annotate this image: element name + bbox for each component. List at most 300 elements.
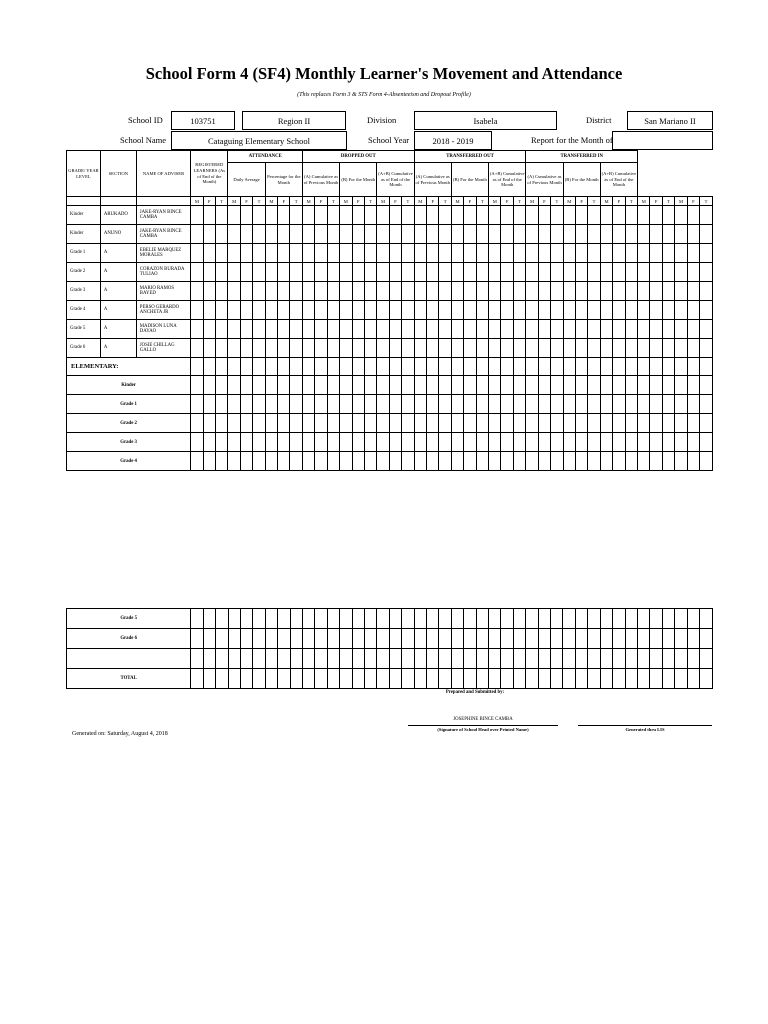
count-cell[interactable]	[228, 263, 240, 282]
count-cell[interactable]	[575, 395, 587, 414]
count-cell[interactable]	[563, 452, 575, 471]
count-cell[interactable]	[315, 244, 327, 263]
count-cell[interactable]	[575, 320, 587, 339]
count-cell[interactable]	[240, 263, 252, 282]
count-cell[interactable]	[650, 649, 662, 669]
count-cell[interactable]	[315, 649, 327, 669]
count-cell[interactable]	[265, 649, 277, 669]
count-cell[interactable]	[513, 320, 525, 339]
count-cell[interactable]	[613, 225, 625, 244]
count-cell[interactable]	[364, 414, 376, 433]
count-cell[interactable]	[265, 414, 277, 433]
count-cell[interactable]	[216, 629, 228, 649]
total-cell[interactable]	[327, 669, 339, 689]
count-cell[interactable]	[538, 244, 550, 263]
count-cell[interactable]	[538, 301, 550, 320]
count-cell[interactable]	[613, 282, 625, 301]
count-cell[interactable]	[364, 609, 376, 629]
count-cell[interactable]	[501, 358, 513, 376]
count-cell[interactable]	[340, 244, 352, 263]
count-cell[interactable]	[290, 376, 302, 395]
count-cell[interactable]	[340, 282, 352, 301]
count-cell[interactable]	[240, 414, 252, 433]
count-cell[interactable]	[650, 452, 662, 471]
count-cell[interactable]	[302, 395, 314, 414]
count-cell[interactable]	[613, 206, 625, 225]
count-cell[interactable]	[476, 282, 488, 301]
count-cell[interactable]	[526, 629, 538, 649]
count-cell[interactable]	[638, 452, 650, 471]
count-cell[interactable]	[340, 629, 352, 649]
count-cell[interactable]	[402, 414, 414, 433]
count-cell[interactable]	[662, 320, 674, 339]
count-cell[interactable]	[253, 395, 265, 414]
count-cell[interactable]	[439, 282, 451, 301]
count-cell[interactable]	[638, 339, 650, 358]
count-cell[interactable]	[675, 395, 687, 414]
count-cell[interactable]	[501, 263, 513, 282]
count-cell[interactable]	[513, 225, 525, 244]
count-cell[interactable]	[600, 395, 612, 414]
count-cell[interactable]	[315, 452, 327, 471]
count-cell[interactable]	[501, 282, 513, 301]
count-cell[interactable]	[538, 358, 550, 376]
total-cell[interactable]	[613, 669, 625, 689]
count-cell[interactable]	[414, 225, 426, 244]
count-cell[interactable]	[588, 320, 600, 339]
count-cell[interactable]	[662, 433, 674, 452]
count-cell[interactable]	[551, 609, 563, 629]
count-cell[interactable]	[302, 282, 314, 301]
count-cell[interactable]	[613, 433, 625, 452]
count-cell[interactable]	[575, 649, 587, 669]
count-cell[interactable]	[638, 320, 650, 339]
count-cell[interactable]	[203, 649, 215, 669]
count-cell[interactable]	[402, 320, 414, 339]
count-cell[interactable]	[513, 263, 525, 282]
count-cell[interactable]	[638, 282, 650, 301]
count-cell[interactable]	[526, 225, 538, 244]
count-cell[interactable]	[240, 649, 252, 669]
count-cell[interactable]	[501, 376, 513, 395]
count-cell[interactable]	[290, 414, 302, 433]
count-cell[interactable]	[551, 414, 563, 433]
count-cell[interactable]	[253, 609, 265, 629]
count-cell[interactable]	[489, 395, 501, 414]
count-cell[interactable]	[290, 649, 302, 669]
count-cell[interactable]	[302, 376, 314, 395]
count-cell[interactable]	[253, 225, 265, 244]
count-cell[interactable]	[439, 433, 451, 452]
count-cell[interactable]	[278, 376, 290, 395]
count-cell[interactable]	[377, 301, 389, 320]
count-cell[interactable]	[315, 376, 327, 395]
count-cell[interactable]	[513, 206, 525, 225]
count-cell[interactable]	[414, 433, 426, 452]
count-cell[interactable]	[687, 452, 699, 471]
count-cell[interactable]	[439, 301, 451, 320]
count-cell[interactable]	[675, 358, 687, 376]
count-cell[interactable]	[228, 301, 240, 320]
count-cell[interactable]	[464, 339, 476, 358]
count-cell[interactable]	[302, 433, 314, 452]
count-cell[interactable]	[575, 244, 587, 263]
count-cell[interactable]	[625, 395, 637, 414]
count-cell[interactable]	[451, 629, 463, 649]
count-cell[interactable]	[216, 452, 228, 471]
count-cell[interactable]	[377, 358, 389, 376]
count-cell[interactable]	[315, 263, 327, 282]
count-cell[interactable]	[389, 339, 401, 358]
count-cell[interactable]	[414, 320, 426, 339]
count-cell[interactable]	[327, 339, 339, 358]
count-cell[interactable]	[501, 301, 513, 320]
count-cell[interactable]	[662, 609, 674, 629]
count-cell[interactable]	[290, 206, 302, 225]
count-cell[interactable]	[439, 225, 451, 244]
count-cell[interactable]	[625, 414, 637, 433]
count-cell[interactable]	[551, 282, 563, 301]
count-cell[interactable]	[600, 376, 612, 395]
count-cell[interactable]	[538, 649, 550, 669]
count-cell[interactable]	[563, 395, 575, 414]
count-cell[interactable]	[240, 629, 252, 649]
count-cell[interactable]	[340, 206, 352, 225]
count-cell[interactable]	[352, 609, 364, 629]
total-cell[interactable]	[364, 669, 376, 689]
count-cell[interactable]	[265, 452, 277, 471]
count-cell[interactable]	[315, 395, 327, 414]
count-cell[interactable]	[662, 263, 674, 282]
count-cell[interactable]	[501, 225, 513, 244]
count-cell[interactable]	[265, 301, 277, 320]
count-cell[interactable]	[253, 629, 265, 649]
count-cell[interactable]	[216, 395, 228, 414]
count-cell[interactable]	[364, 452, 376, 471]
count-cell[interactable]	[414, 395, 426, 414]
count-cell[interactable]	[402, 433, 414, 452]
count-cell[interactable]	[240, 244, 252, 263]
count-cell[interactable]	[191, 395, 203, 414]
count-cell[interactable]	[551, 206, 563, 225]
count-cell[interactable]	[352, 320, 364, 339]
count-cell[interactable]	[638, 414, 650, 433]
count-cell[interactable]	[228, 244, 240, 263]
count-cell[interactable]	[302, 339, 314, 358]
count-cell[interactable]	[699, 649, 712, 669]
count-cell[interactable]	[687, 414, 699, 433]
count-cell[interactable]	[489, 433, 501, 452]
count-cell[interactable]	[451, 282, 463, 301]
count-cell[interactable]	[526, 395, 538, 414]
count-cell[interactable]	[650, 414, 662, 433]
count-cell[interactable]	[228, 433, 240, 452]
count-cell[interactable]	[228, 414, 240, 433]
count-cell[interactable]	[501, 452, 513, 471]
count-cell[interactable]	[625, 206, 637, 225]
count-cell[interactable]	[625, 433, 637, 452]
count-cell[interactable]	[377, 376, 389, 395]
count-cell[interactable]	[700, 320, 713, 339]
count-cell[interactable]	[476, 339, 488, 358]
count-cell[interactable]	[675, 629, 687, 649]
count-cell[interactable]	[613, 263, 625, 282]
count-cell[interactable]	[650, 629, 662, 649]
count-cell[interactable]	[700, 358, 713, 376]
count-cell[interactable]	[228, 609, 240, 629]
count-cell[interactable]	[191, 433, 203, 452]
count-cell[interactable]	[290, 244, 302, 263]
count-cell[interactable]	[501, 339, 513, 358]
count-cell[interactable]	[203, 609, 215, 629]
count-cell[interactable]	[340, 376, 352, 395]
count-cell[interactable]	[240, 433, 252, 452]
count-cell[interactable]	[575, 358, 587, 376]
count-cell[interactable]	[203, 206, 215, 225]
count-cell[interactable]	[637, 609, 649, 629]
count-cell[interactable]	[302, 629, 314, 649]
count-cell[interactable]	[427, 206, 439, 225]
count-cell[interactable]	[563, 206, 575, 225]
count-cell[interactable]	[327, 376, 339, 395]
count-cell[interactable]	[675, 339, 687, 358]
count-cell[interactable]	[638, 225, 650, 244]
count-cell[interactable]	[489, 414, 501, 433]
count-cell[interactable]	[216, 282, 228, 301]
count-cell[interactable]	[389, 263, 401, 282]
count-cell[interactable]	[265, 395, 277, 414]
count-cell[interactable]	[265, 433, 277, 452]
count-cell[interactable]	[687, 609, 699, 629]
count-cell[interactable]	[389, 649, 401, 669]
count-cell[interactable]	[364, 376, 376, 395]
count-cell[interactable]	[489, 376, 501, 395]
count-cell[interactable]	[451, 433, 463, 452]
total-cell[interactable]	[538, 669, 550, 689]
count-cell[interactable]	[278, 452, 290, 471]
count-cell[interactable]	[439, 320, 451, 339]
count-cell[interactable]	[526, 339, 538, 358]
count-cell[interactable]	[563, 414, 575, 433]
count-cell[interactable]	[551, 320, 563, 339]
count-cell[interactable]	[476, 609, 488, 629]
count-cell[interactable]	[389, 395, 401, 414]
count-cell[interactable]	[340, 320, 352, 339]
count-cell[interactable]	[538, 376, 550, 395]
count-cell[interactable]	[216, 320, 228, 339]
count-cell[interactable]	[625, 339, 637, 358]
count-cell[interactable]	[489, 263, 501, 282]
count-cell[interactable]	[315, 301, 327, 320]
count-cell[interactable]	[613, 320, 625, 339]
count-cell[interactable]	[638, 244, 650, 263]
count-cell[interactable]	[700, 301, 713, 320]
total-cell[interactable]	[427, 669, 439, 689]
count-cell[interactable]	[216, 433, 228, 452]
count-cell[interactable]	[290, 282, 302, 301]
count-cell[interactable]	[526, 244, 538, 263]
count-cell[interactable]	[687, 629, 699, 649]
count-cell[interactable]	[327, 629, 339, 649]
count-cell[interactable]	[377, 609, 389, 629]
count-cell[interactable]	[662, 629, 674, 649]
count-cell[interactable]	[451, 301, 463, 320]
total-cell[interactable]	[600, 669, 612, 689]
count-cell[interactable]	[526, 414, 538, 433]
count-cell[interactable]	[265, 629, 277, 649]
count-cell[interactable]	[613, 414, 625, 433]
count-cell[interactable]	[414, 301, 426, 320]
count-cell[interactable]	[191, 649, 203, 669]
count-cell[interactable]	[427, 282, 439, 301]
count-cell[interactable]	[613, 301, 625, 320]
count-cell[interactable]	[513, 282, 525, 301]
count-cell[interactable]	[476, 263, 488, 282]
count-cell[interactable]	[538, 263, 550, 282]
count-cell[interactable]	[687, 649, 699, 669]
count-cell[interactable]	[340, 301, 352, 320]
count-cell[interactable]	[638, 358, 650, 376]
count-cell[interactable]	[203, 263, 215, 282]
count-cell[interactable]	[489, 339, 501, 358]
total-cell[interactable]	[575, 669, 587, 689]
count-cell[interactable]	[588, 206, 600, 225]
total-cell[interactable]	[216, 669, 228, 689]
count-cell[interactable]	[414, 609, 426, 629]
count-cell[interactable]	[699, 609, 712, 629]
count-cell[interactable]	[352, 282, 364, 301]
count-cell[interactable]	[265, 244, 277, 263]
count-cell[interactable]	[526, 452, 538, 471]
count-cell[interactable]	[501, 320, 513, 339]
count-cell[interactable]	[203, 282, 215, 301]
count-cell[interactable]	[662, 358, 674, 376]
count-cell[interactable]	[662, 282, 674, 301]
count-cell[interactable]	[228, 282, 240, 301]
count-cell[interactable]	[228, 376, 240, 395]
count-cell[interactable]	[687, 320, 699, 339]
count-cell[interactable]	[451, 206, 463, 225]
count-cell[interactable]	[340, 395, 352, 414]
count-cell[interactable]	[191, 206, 203, 225]
count-cell[interactable]	[551, 649, 563, 669]
count-cell[interactable]	[588, 395, 600, 414]
count-cell[interactable]	[538, 320, 550, 339]
count-cell[interactable]	[476, 320, 488, 339]
count-cell[interactable]	[352, 629, 364, 649]
count-cell[interactable]	[402, 452, 414, 471]
count-cell[interactable]	[402, 301, 414, 320]
count-cell[interactable]	[538, 225, 550, 244]
count-cell[interactable]	[191, 358, 203, 376]
count-cell[interactable]	[675, 225, 687, 244]
count-cell[interactable]	[203, 320, 215, 339]
count-cell[interactable]	[265, 282, 277, 301]
count-cell[interactable]	[191, 452, 203, 471]
count-cell[interactable]	[476, 629, 488, 649]
count-cell[interactable]	[476, 206, 488, 225]
count-cell[interactable]	[228, 649, 240, 669]
count-cell[interactable]	[427, 301, 439, 320]
count-cell[interactable]	[551, 358, 563, 376]
count-cell[interactable]	[327, 452, 339, 471]
count-cell[interactable]	[302, 414, 314, 433]
count-cell[interactable]	[650, 376, 662, 395]
count-cell[interactable]	[402, 282, 414, 301]
count-cell[interactable]	[427, 244, 439, 263]
count-cell[interactable]	[253, 320, 265, 339]
count-cell[interactable]	[575, 452, 587, 471]
count-cell[interactable]	[402, 609, 414, 629]
count-cell[interactable]	[414, 376, 426, 395]
count-cell[interactable]	[315, 358, 327, 376]
count-cell[interactable]	[389, 244, 401, 263]
count-cell[interactable]	[464, 414, 476, 433]
count-cell[interactable]	[389, 206, 401, 225]
count-cell[interactable]	[414, 263, 426, 282]
count-cell[interactable]	[501, 609, 513, 629]
count-cell[interactable]	[228, 320, 240, 339]
count-cell[interactable]	[625, 282, 637, 301]
count-cell[interactable]	[476, 376, 488, 395]
count-cell[interactable]	[315, 282, 327, 301]
count-cell[interactable]	[327, 358, 339, 376]
count-cell[interactable]	[563, 301, 575, 320]
count-cell[interactable]	[637, 649, 649, 669]
count-cell[interactable]	[489, 282, 501, 301]
count-cell[interactable]	[464, 244, 476, 263]
count-cell[interactable]	[575, 225, 587, 244]
count-cell[interactable]	[340, 452, 352, 471]
count-cell[interactable]	[302, 452, 314, 471]
count-cell[interactable]	[278, 339, 290, 358]
count-cell[interactable]	[191, 339, 203, 358]
count-cell[interactable]	[228, 339, 240, 358]
count-cell[interactable]	[675, 433, 687, 452]
count-cell[interactable]	[551, 376, 563, 395]
count-cell[interactable]	[513, 244, 525, 263]
count-cell[interactable]	[203, 339, 215, 358]
count-cell[interactable]	[352, 376, 364, 395]
count-cell[interactable]	[675, 376, 687, 395]
count-cell[interactable]	[526, 433, 538, 452]
count-cell[interactable]	[414, 206, 426, 225]
count-cell[interactable]	[340, 649, 352, 669]
count-cell[interactable]	[650, 320, 662, 339]
count-cell[interactable]	[278, 433, 290, 452]
count-cell[interactable]	[265, 339, 277, 358]
count-cell[interactable]	[687, 395, 699, 414]
count-cell[interactable]	[216, 609, 228, 629]
count-cell[interactable]	[240, 339, 252, 358]
count-cell[interactable]	[476, 244, 488, 263]
total-cell[interactable]	[377, 669, 389, 689]
count-cell[interactable]	[253, 244, 265, 263]
count-cell[interactable]	[613, 358, 625, 376]
count-cell[interactable]	[464, 649, 476, 669]
count-cell[interactable]	[302, 206, 314, 225]
count-cell[interactable]	[600, 609, 612, 629]
count-cell[interactable]	[563, 376, 575, 395]
count-cell[interactable]	[340, 263, 352, 282]
count-cell[interactable]	[575, 263, 587, 282]
count-cell[interactable]	[427, 320, 439, 339]
count-cell[interactable]	[439, 244, 451, 263]
total-cell[interactable]	[501, 669, 513, 689]
count-cell[interactable]	[327, 320, 339, 339]
count-cell[interactable]	[675, 452, 687, 471]
count-cell[interactable]	[687, 358, 699, 376]
